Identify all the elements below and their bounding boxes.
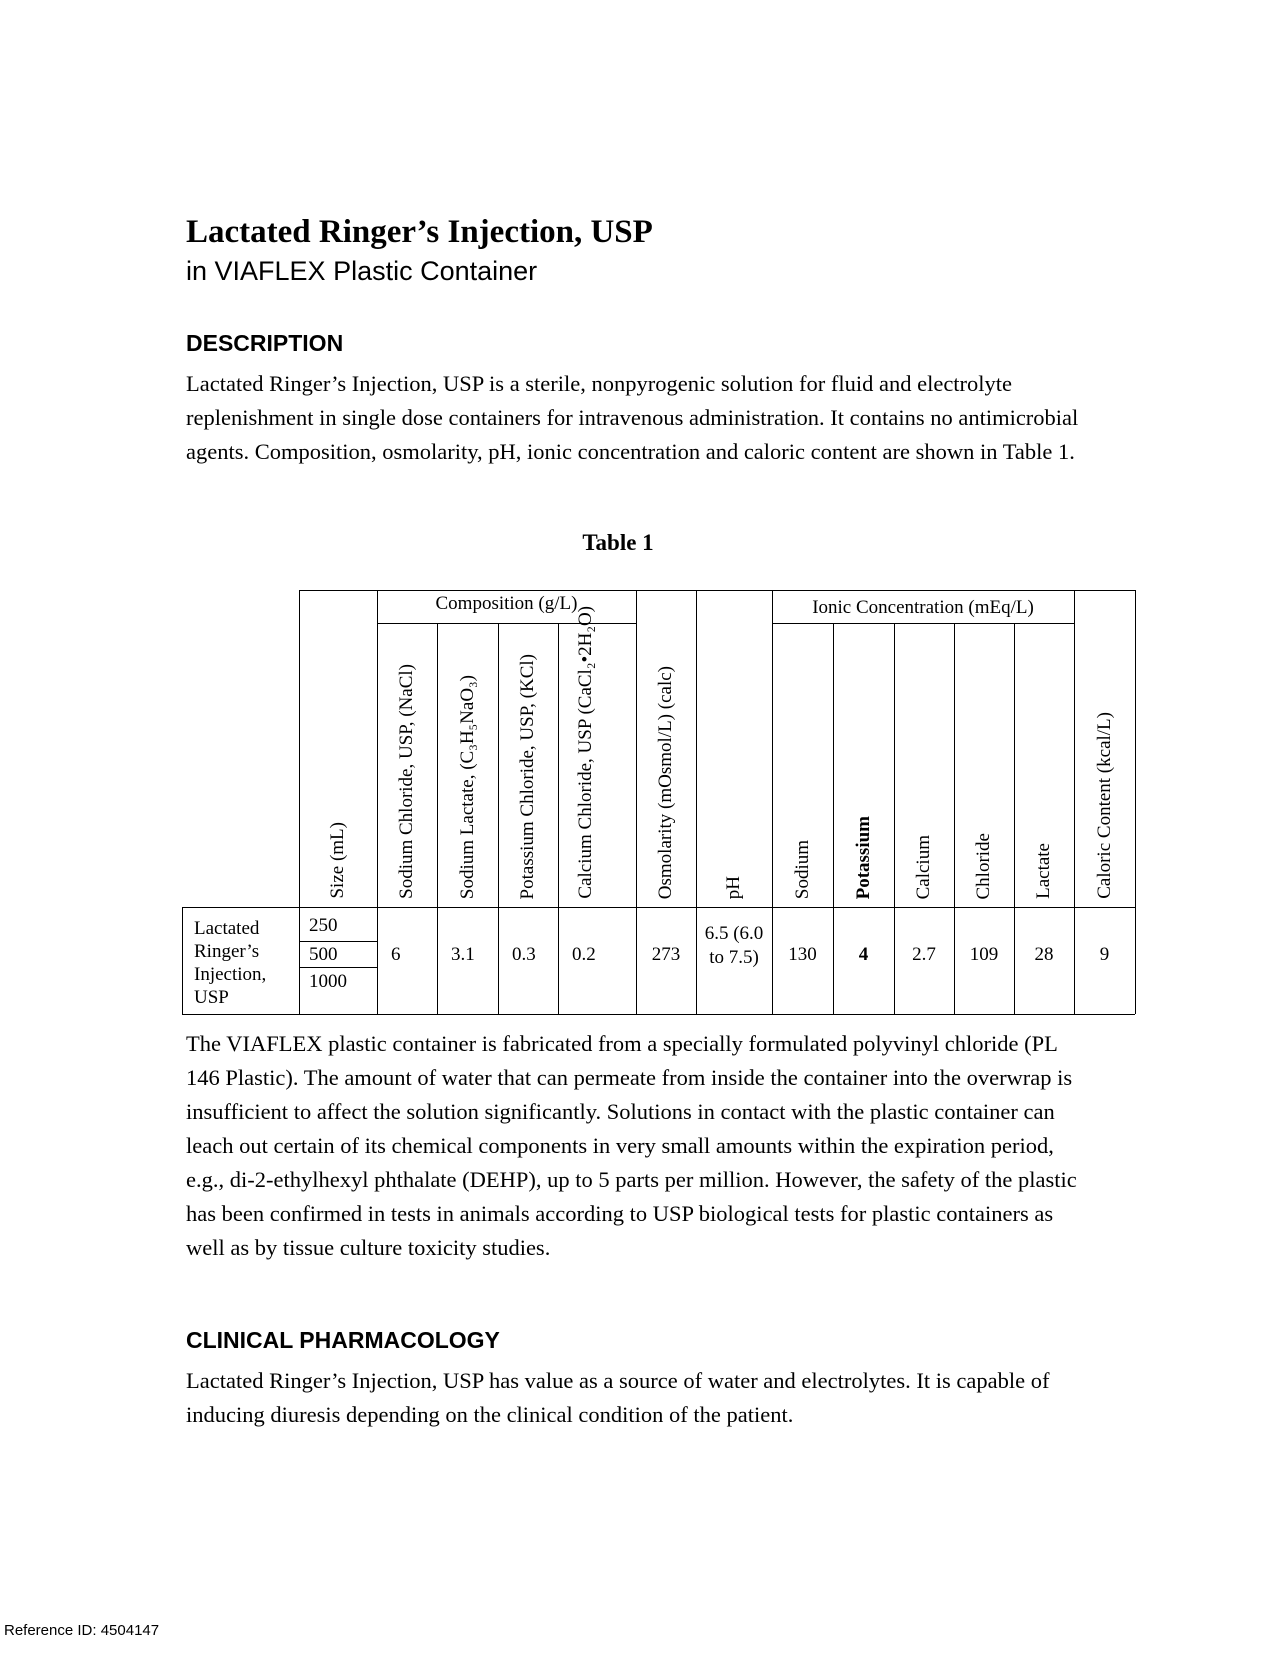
value-cell: 28 xyxy=(1034,944,1054,965)
document-title: Lactated Ringer’s Injection, USP xyxy=(186,214,653,250)
table-rule xyxy=(182,1014,1135,1015)
column-header: Sodium Lactate, (C₃H₅NaO₃) xyxy=(456,674,478,899)
size-cell: 500 xyxy=(309,944,338,965)
value-cell: 6 xyxy=(391,944,401,965)
column-header: Caloric Content (kcal/L) xyxy=(1093,712,1115,899)
column-header: Calcium xyxy=(913,834,934,899)
column-header: Osmolarity (mOsmol/L) (calc) xyxy=(655,665,676,899)
table-rule xyxy=(772,623,1074,624)
container-paragraph: The VIAFLEX plastic container is fabricated from a specially formulated polyvinyl chloride (PL 146 Plastic). The amount of water that can permeate from inside the container into the overwrap is insufficient to affect the solution significantly. Solutions in contact with the plastic container can leach out certain of its chemical components in very small amounts within the expiration period, e.g., di-2-ethylhexyl phthalate (DEHP), up to 5 parts per million. However, the safety of the plastic has been confirmed in tests in animals according to USP biological tests for plastic containers as well as by tissue culture toxicity studies. xyxy=(186,1031,1077,1260)
column-header: Lactate xyxy=(1033,843,1054,899)
column-header: Calcium Chloride, USP (CaCl₂•2H₂O) xyxy=(575,606,596,899)
description-paragraph: Lactated Ringer’s Injection, USP is a sterile, nonpyrogenic solution for fluid and electrolyte replenishment in single dose containers for intravenous administration. It contains no antimicrobial agents. Composition, osmolarity, pH, ionic concentration and caloric content are shown in Table 1. xyxy=(186,371,1079,464)
table-rule xyxy=(1135,590,1136,1014)
clinical-pharmacology-heading: CLINICAL PHARMACOLOGY xyxy=(186,1327,500,1353)
size-cell: 250 xyxy=(309,915,338,936)
value-cell: 0.3 xyxy=(512,944,536,965)
table-rule xyxy=(299,590,1135,591)
table-rule xyxy=(299,941,377,942)
column-header: Sodium Chloride, USP, (NaCl) xyxy=(396,664,417,899)
composition-group-header: Composition (g/L) xyxy=(435,593,578,614)
row-label: Lactated Ringer’s Injection, USP xyxy=(194,918,267,1008)
value-cell: 0.2 xyxy=(572,944,596,965)
column-header: Potassium xyxy=(852,815,874,899)
size-cell: 1000 xyxy=(309,971,347,992)
value-cell: 273 xyxy=(651,944,681,965)
column-header: Chloride xyxy=(973,832,994,899)
table-caption: Table 1 xyxy=(582,530,654,555)
value-cell: 4 xyxy=(858,944,869,965)
column-header: Sodium xyxy=(791,839,813,899)
table-rule xyxy=(299,967,377,968)
table-rule xyxy=(182,907,183,1014)
value-cell: 109 xyxy=(969,944,999,965)
value-cell: 130 xyxy=(788,944,817,965)
table-rule xyxy=(182,907,1135,908)
column-header: pH xyxy=(723,875,744,899)
column-header: Potassium Chloride, USP, (KCl) xyxy=(517,653,538,899)
value-cell: 2.7 xyxy=(912,944,936,965)
ionic-group-header: Ionic Concentration (mEq/L) xyxy=(812,597,1034,618)
value-cell: 6.5 (6.0 to 7.5) xyxy=(704,923,764,968)
description-heading: DESCRIPTION xyxy=(186,330,344,356)
reference-id: Reference ID: 4504147 xyxy=(4,1622,160,1639)
table-rule xyxy=(299,590,300,1014)
document-subtitle: in VIAFLEX Plastic Container xyxy=(186,256,538,286)
value-cell: 9 xyxy=(1099,944,1110,965)
column-header: Size (mL) xyxy=(327,822,348,899)
value-cell: 3.1 xyxy=(451,944,475,965)
clinical-pharmacology-paragraph: Lactated Ringer’s Injection, USP has value as a source of water and electrolytes. It is capable of inducing diuresis depending on the clinical condition of the patient. xyxy=(186,1368,1050,1427)
